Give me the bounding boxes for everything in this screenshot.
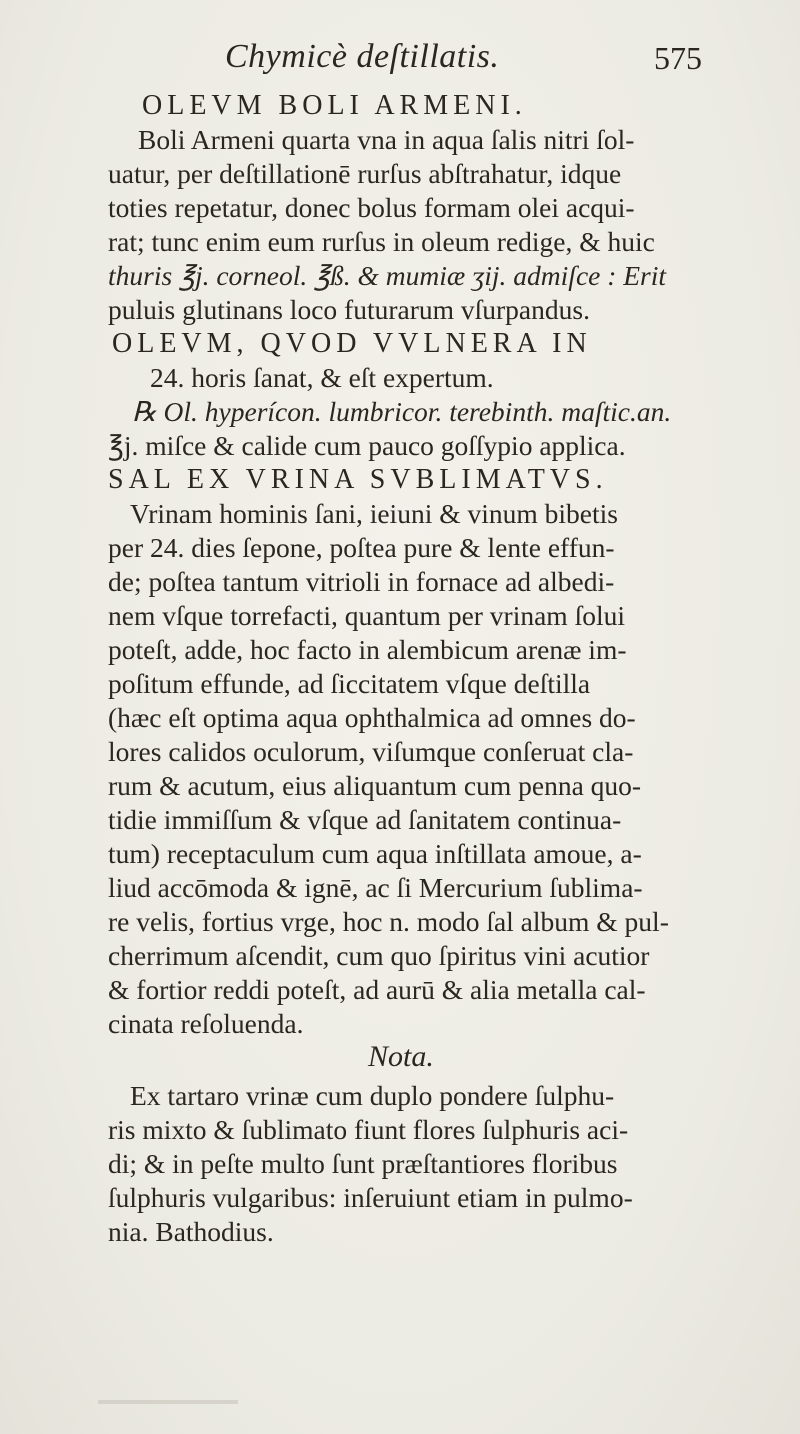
text-line: toties repetatur, donec bolus formam olei acqui- — [108, 192, 635, 223]
text-line: nia. Bathodius. — [108, 1216, 274, 1247]
text-line: puluis glutinans loco futurarum vſurpandus. — [108, 294, 590, 325]
text-line: tidie immiſſum & vſque ad ſanitatem continua- — [108, 804, 622, 835]
text-line: de; poſtea tantum vitrioli in fornace ad albedi- — [108, 566, 615, 597]
text-line: (hæc eſt optima aqua ophthalmica ad omnes do- — [108, 702, 636, 733]
text-line: ris mixto & ſublimato fiunt flores ſulphuris aci- — [108, 1114, 629, 1145]
text-line: Vrinam hominis ſani, ieiuni & vinum bibetis — [130, 498, 618, 529]
text-line: poteſt, adde, hoc facto in alembicum arenæ im- — [108, 634, 627, 665]
text-line: nem vſque torrefacti, quantum per vrinam ſolui — [108, 600, 625, 631]
print-smudge — [98, 1400, 238, 1404]
recipe-line: ℞ Ol. hyperícon. lumbricor. terebinth. maſtic.an. — [132, 396, 672, 427]
text-line: re velis, fortius vrge, hoc n. modo ſal album & pul- — [108, 906, 669, 937]
text-line: rum & acutum, eius aliquantum cum penna quo- — [108, 770, 642, 801]
text-line: & fortior reddi poteſt, ad aurū & alia metalla cal- — [108, 974, 646, 1005]
text-line: Boli Armeni quarta vna in aqua ſalis nitri ſol- — [138, 124, 635, 155]
page-number: 575 — [654, 40, 702, 76]
text-line: rat; tunc enim eum rurſus in oleum redige, & huic — [108, 226, 655, 257]
text-line: di; & in peſte multo ſunt præſtantiores floribus — [108, 1148, 618, 1179]
text-line: cherrimum aſcendit, cum quo ſpiritus vini acutior — [108, 940, 650, 971]
nota-heading: Nota. — [368, 1040, 434, 1073]
text-line: thuris ℥j. corneol. ℥ß. & mumiæ ʒij. admiſce : Erit — [108, 260, 667, 291]
text-line: 24. horis ſanat, & eſt expertum. — [150, 362, 494, 393]
text-line: ℥j. miſce & calide cum pauco goſſypio applica. — [108, 430, 626, 461]
text-line: cinata reſoluenda. — [108, 1008, 304, 1039]
text-line: lores calidos oculorum, viſumque conſeruat cla- — [108, 736, 634, 767]
text-line: liud accōmoda & ignē, ac ſi Mercurium ſublima- — [108, 872, 643, 903]
heading-sal-ex-urina: SAL EX VRINA SVBLIMATVS. — [108, 464, 608, 495]
heading-oleum-boli-armeni: OLEVM BOLI ARMENI. — [142, 90, 527, 121]
running-title: Chymicè deſtillatis. — [225, 38, 500, 75]
text-line: per 24. dies ſepone, poſtea pure & lente effun- — [108, 532, 615, 563]
text-line: ſulphuris vulgaribus: inſeruiunt etiam in pulmo- — [108, 1182, 633, 1213]
text-line: poſitum effunde, ad ſiccitatem vſque deſtilla — [108, 668, 591, 699]
text-line: uatur, per deſtillationē rurſus abſtrahatur, idque — [108, 158, 622, 189]
text-line: tum) receptaculum cum aqua inſtillata amoue, a- — [108, 838, 642, 869]
heading-oleum-quod-vulnera: OLEVM, QVOD VVLNERA IN — [112, 328, 592, 359]
text-line: Ex tartaro vrinæ cum duplo pondere ſulphu- — [130, 1080, 615, 1111]
